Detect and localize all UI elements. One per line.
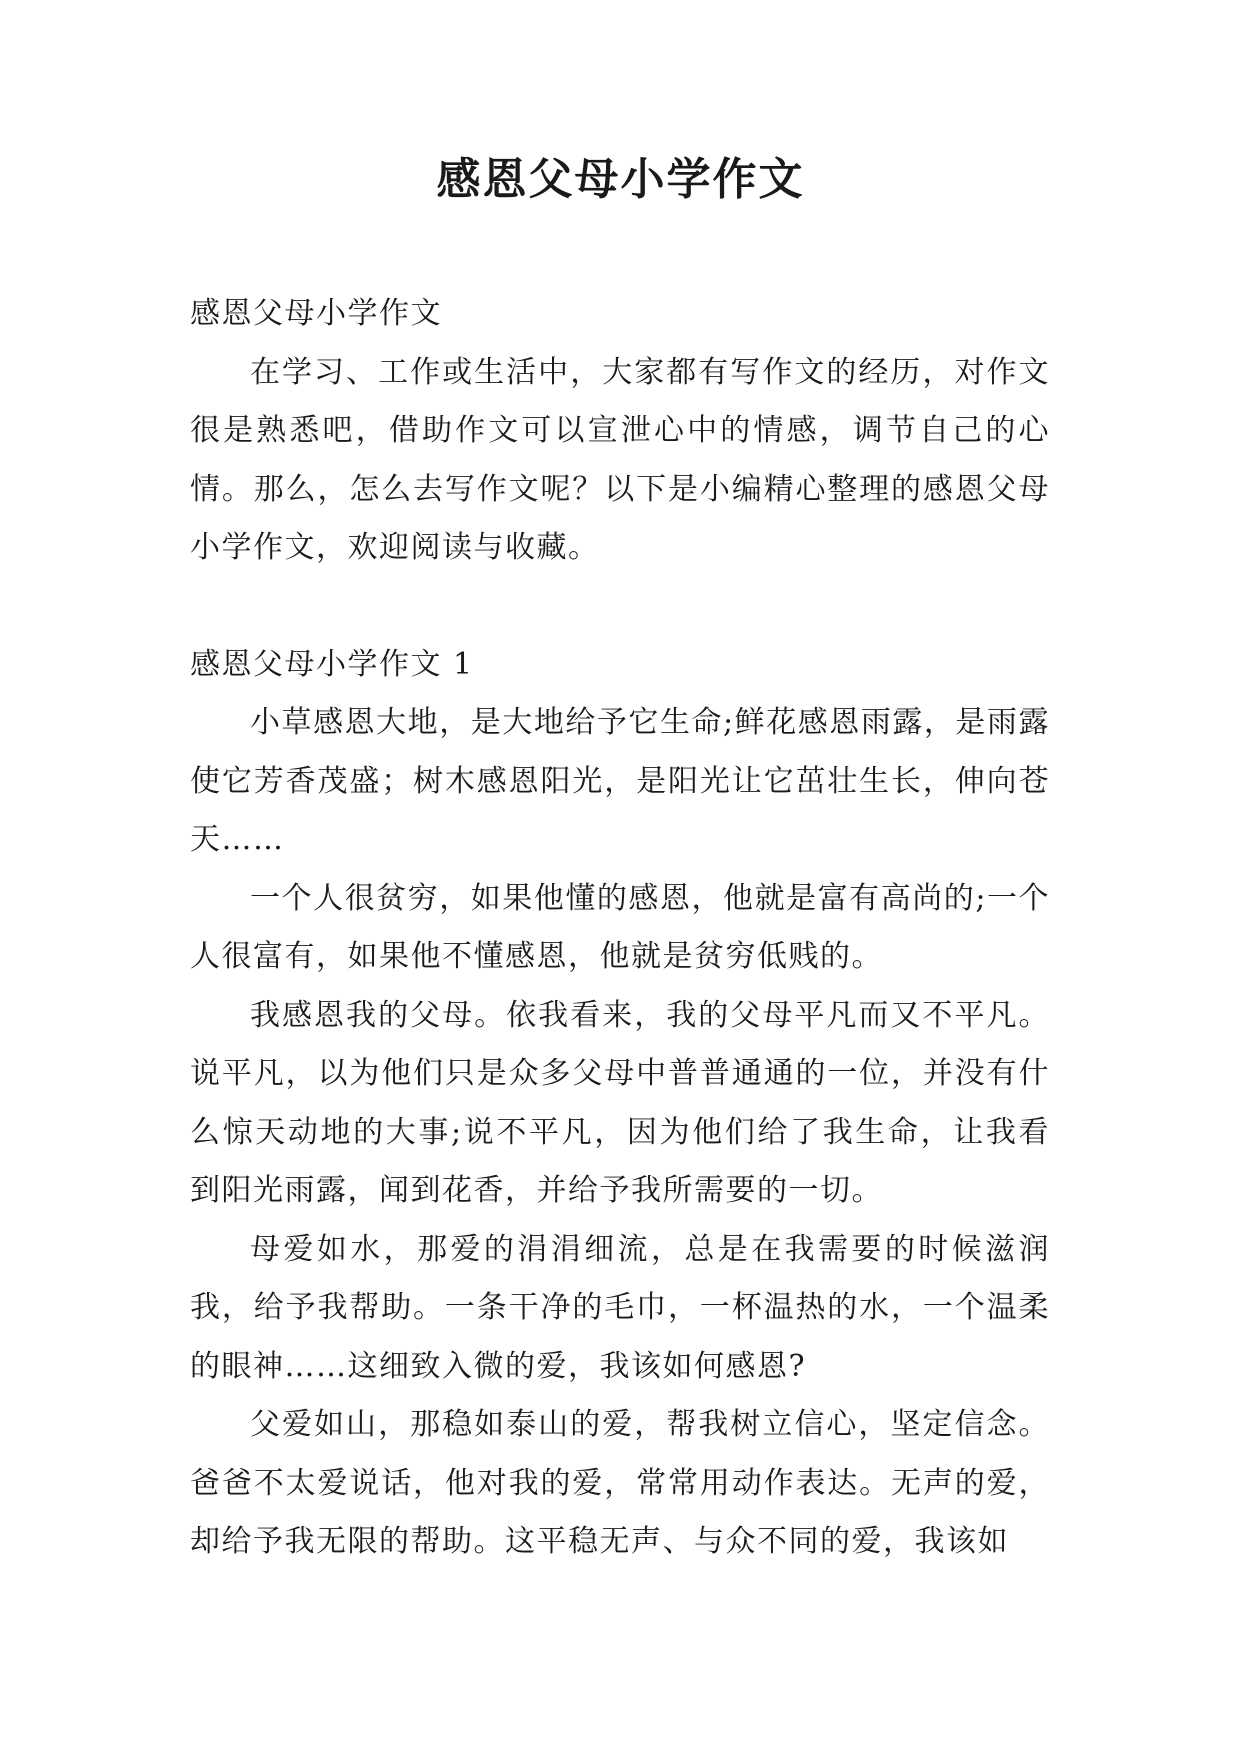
body-paragraph-4: 母爱如水，那爱的涓涓细流，总是在我需要的时候滋润我，给予我帮助。一条干净的毛巾，一杯温热的水，一个温柔的眼神……这细致入微的爱，我该如何感恩? bbox=[190, 1231, 1050, 1384]
section-heading: 感恩父母小学作文 1 bbox=[190, 646, 474, 682]
body-paragraph-3: 我感恩我的父母。依我看来，我的父母平凡而又不平凡。说平凡，以为他们只是众多父母中普普通通的一位，并没有什么惊天动地的大事;说不平凡，因为他们给了我生命，让我看到阳光雨露，闻到花香，并给予我所需要的一切。 bbox=[190, 997, 1050, 1208]
subtitle-line: 感恩父母小学作文 bbox=[190, 296, 442, 331]
intro-paragraph: 在学习、工作或生活中，大家都有写作文的经历，对作文很是熟悉吧，借助作文可以宣泄心中的情感，调节自己的心情。那么，怎么去写作文呢？以下是小编精心整理的感恩父母小学作文，欢迎阅读与收藏。 bbox=[190, 354, 1050, 565]
document-title: 感恩父母小学作文 bbox=[436, 154, 805, 205]
body-paragraph-1: 小草感恩大地，是大地给予它生命;鲜花感恩雨露，是雨露使它芳香茂盛；树木感恩阳光，是阳光让它茁壮生长，伸向苍天…… bbox=[190, 705, 1050, 857]
body-paragraph-2: 一个人很贫穷，如果他懂的感恩，他就是富有高尚的;一个人很富有，如果他不懂感恩，他就是贫穷低贱的。 bbox=[190, 880, 1050, 974]
document-body bbox=[190, 285, 1050, 1572]
body-paragraph-5: 父爱如山，那稳如泰山的爱，帮我树立信心，坚定信念。爸爸不太爱说话，他对我的爱，常常用动作表达。无声的爱，却给予我无限的帮助。这平稳无声、与众不同的爱，我该如 bbox=[190, 1407, 1050, 1559]
